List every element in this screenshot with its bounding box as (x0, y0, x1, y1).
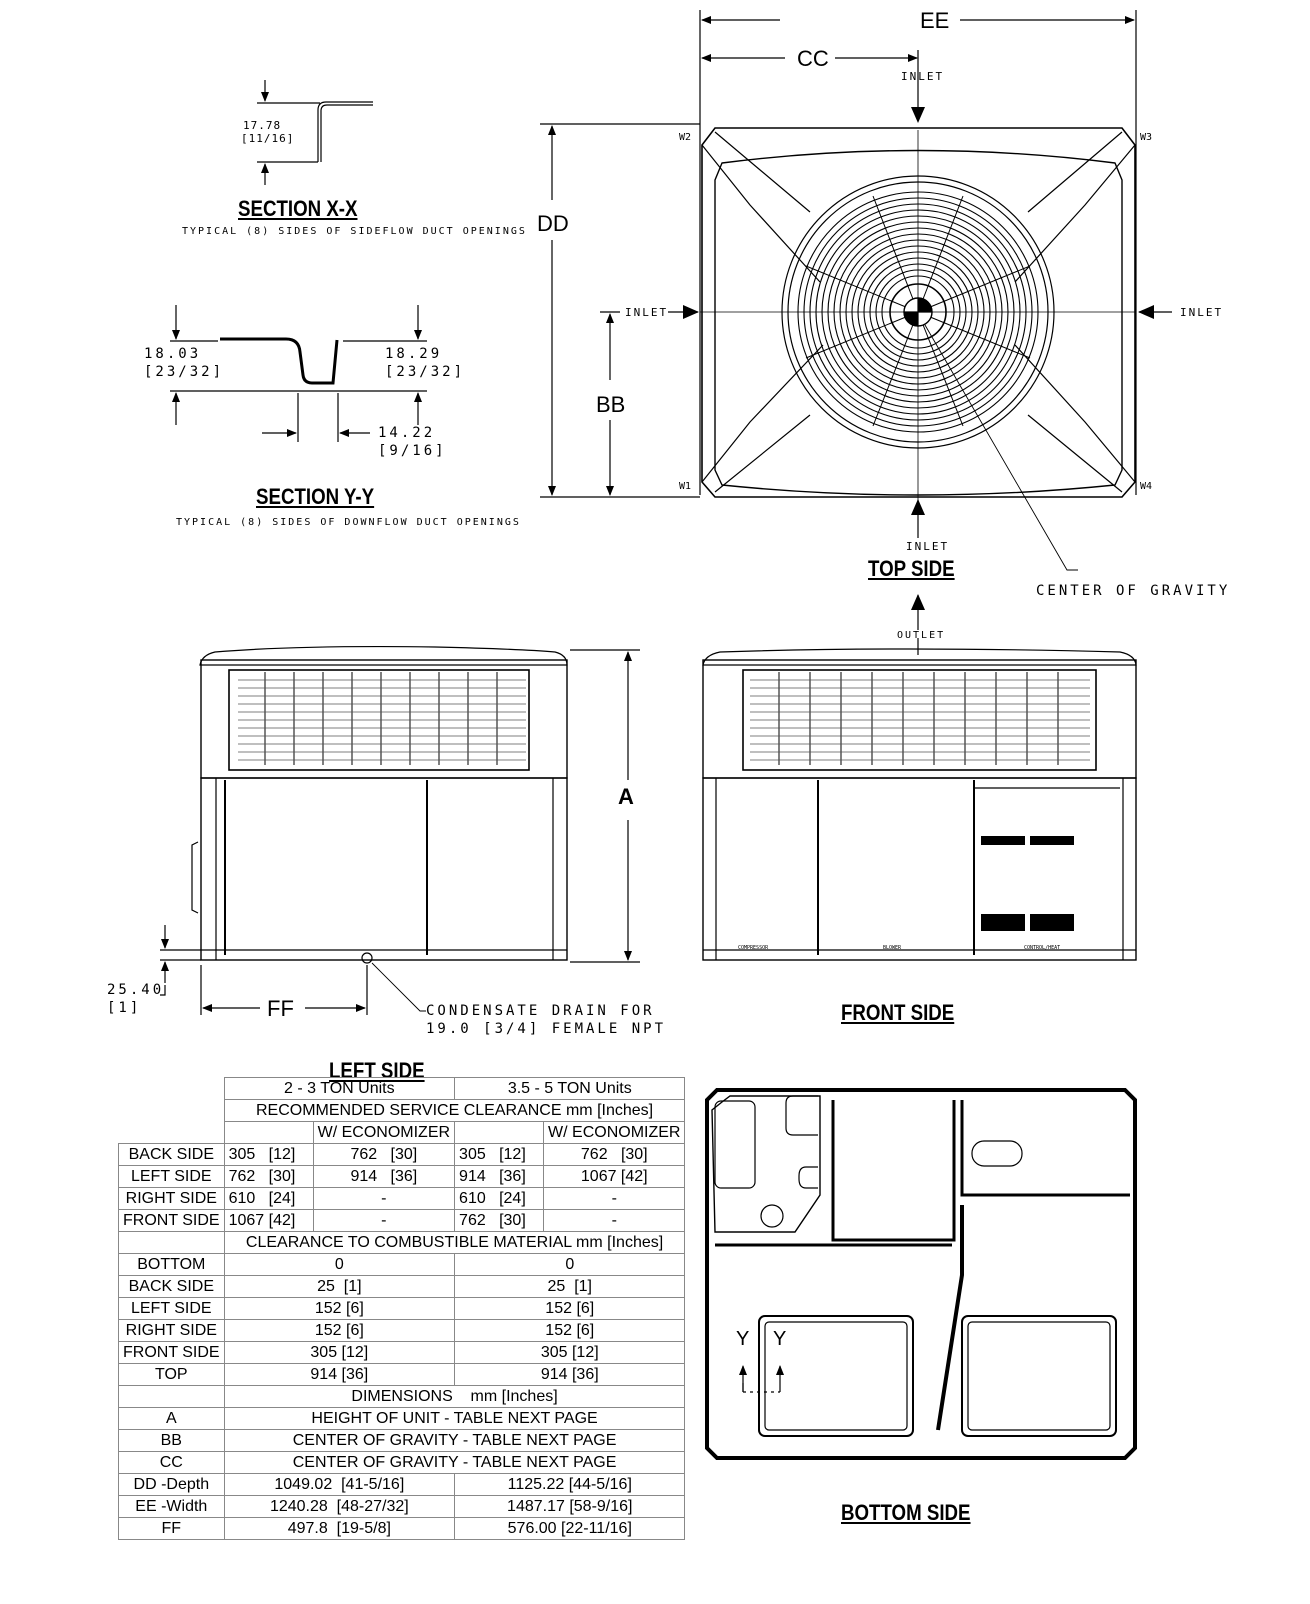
dimension-dd-label: DD (537, 211, 569, 236)
section-yy-subtitle: TYPICAL (8) SIDES OF DOWNFLOW DUCT OPENINGS (176, 517, 521, 528)
corner-w2-label: W2 (679, 132, 692, 143)
outlet-label: OUTLET (897, 630, 946, 641)
left-side-view (160, 647, 640, 1015)
top-side-view (540, 10, 1172, 630)
table-row: TOP 914 [36] 914 [36] (119, 1364, 685, 1386)
table-row: BB CENTER OF GRAVITY - TABLE NEXT PAGE (119, 1430, 685, 1452)
table-row: BACK SIDE 305 [12] 762 [30] 305 [12] 762 [30] (119, 1144, 685, 1166)
inlet-top-label: INLET (901, 70, 945, 83)
bottom-side-view (707, 1090, 1135, 1458)
dimension-ff-label: FF (267, 996, 294, 1021)
table-row (119, 1232, 685, 1254)
table-row: FRONT SIDE 1067 [42] - 762 [30] - (119, 1210, 685, 1232)
table-row: RIGHT SIDE 152 [6] 152 [6] (119, 1320, 685, 1342)
section-marker-y-left: Y (736, 1328, 750, 1350)
econ-header-a: W/ ECONOMIZER (313, 1122, 454, 1144)
col-group-2-3-ton: 2 - 3 TON Units (224, 1078, 454, 1100)
bottom-side-title: BOTTOM SIDE (841, 1500, 971, 1525)
corner-w3-label: W3 (1140, 132, 1153, 143)
table-row: RIGHT SIDE 610 [24] - 610 [24] - (119, 1188, 685, 1210)
corner-w1-label: W1 (679, 481, 692, 492)
inlet-right-label: INLET (1180, 306, 1224, 319)
panel-label-compressor: COMPRESSOR (738, 945, 769, 951)
front-louvers (750, 680, 1090, 760)
inlet-bottom-label: INLET (906, 540, 950, 553)
table-row: FF 497.8 [19-5/8] 576.00 [22-11/16] (119, 1518, 685, 1540)
left-louvers (238, 680, 526, 760)
dimension-a-label: A (618, 784, 634, 809)
service-clearance-header: RECOMMENDED SERVICE CLEARANCE mm [Inches] (224, 1100, 685, 1122)
drain-note-line1: CONDENSATE DRAIN FOR (426, 1003, 655, 1019)
control-vents (981, 836, 1074, 931)
section-yy-width-dim-in: [9/16] (378, 443, 447, 459)
panel-label-blower: BLOWER (883, 945, 902, 951)
table-row (119, 1386, 685, 1408)
base-dim-in: [1] (107, 1000, 142, 1016)
left-side-title: LEFT SIDE (329, 1058, 425, 1083)
front-side-view (703, 638, 1136, 960)
table-row (119, 1122, 685, 1144)
table-row: BOTTOM 0 0 (119, 1254, 685, 1276)
center-of-gravity-label: CENTER OF GRAVITY (1036, 583, 1231, 599)
front-side-title: FRONT SIDE (841, 1000, 955, 1025)
section-yy-left-dim-in: [23/32] (144, 364, 225, 380)
table-row: DD -Depth 1049.02 [41-5/16] 1125.22 [44-5/16] (119, 1474, 685, 1496)
table-row: EE -Width 1240.28 [48-27/32] 1487.17 [58-9/16] (119, 1496, 685, 1518)
section-yy-width-dim-mm: 14.22 (378, 425, 436, 441)
dimension-ee-label: EE (916, 8, 953, 34)
section-yy-left-dim-mm: 18.03 (144, 346, 202, 362)
panel-label-control-heat: CONTROL/HEAT (1024, 945, 1061, 951)
section-xx-title: SECTION X-X (238, 196, 358, 221)
dimension-bb-label: BB (596, 392, 626, 417)
table-row (119, 1078, 685, 1100)
section-yy-right-dim-in: [23/32] (385, 364, 466, 380)
combustible-clearance-header: CLEARANCE TO COMBUSTIBLE MATERIAL mm [Inches] (224, 1232, 685, 1254)
clearance-dimensions-table (118, 1077, 685, 1540)
table-row: CC CENTER OF GRAVITY - TABLE NEXT PAGE (119, 1452, 685, 1474)
section-xx-subtitle: TYPICAL (8) SIDES OF SIDEFLOW DUCT OPENINGS (182, 226, 527, 237)
section-xx-dim-mm: 17.78 (243, 119, 282, 132)
dimension-cc-label: CC (797, 46, 829, 71)
dimensions-header: DIMENSIONS mm [Inches] (224, 1386, 685, 1408)
corner-w4-label: W4 (1140, 481, 1153, 492)
table-row: A HEIGHT OF UNIT - TABLE NEXT PAGE (119, 1408, 685, 1430)
col-group-3-5-5-ton: 3.5 - 5 TON Units (455, 1078, 685, 1100)
table-row: LEFT SIDE 762 [30] 914 [36] 914 [36] 1067 [42] (119, 1166, 685, 1188)
drain-note-line2: 19.0 [3/4] FEMALE NPT (426, 1021, 667, 1037)
section-yy-title: SECTION Y-Y (256, 484, 375, 509)
base-dim-mm: 25.40 (107, 982, 165, 998)
table-row: BACK SIDE 25 [1] 25 [1] (119, 1276, 685, 1298)
section-xx-dim-in: [11/16] (241, 132, 295, 145)
table-row: FRONT SIDE 305 [12] 305 [12] (119, 1342, 685, 1364)
econ-header-b: W/ ECONOMIZER (544, 1122, 685, 1144)
section-marker-y-right: Y (773, 1328, 787, 1350)
table-row (119, 1100, 685, 1122)
top-side-title: TOP SIDE (868, 556, 955, 581)
table-row: LEFT SIDE 152 [6] 152 [6] (119, 1298, 685, 1320)
section-yy-right-dim-mm: 18.29 (385, 346, 443, 362)
inlet-left-label: INLET (625, 306, 669, 319)
